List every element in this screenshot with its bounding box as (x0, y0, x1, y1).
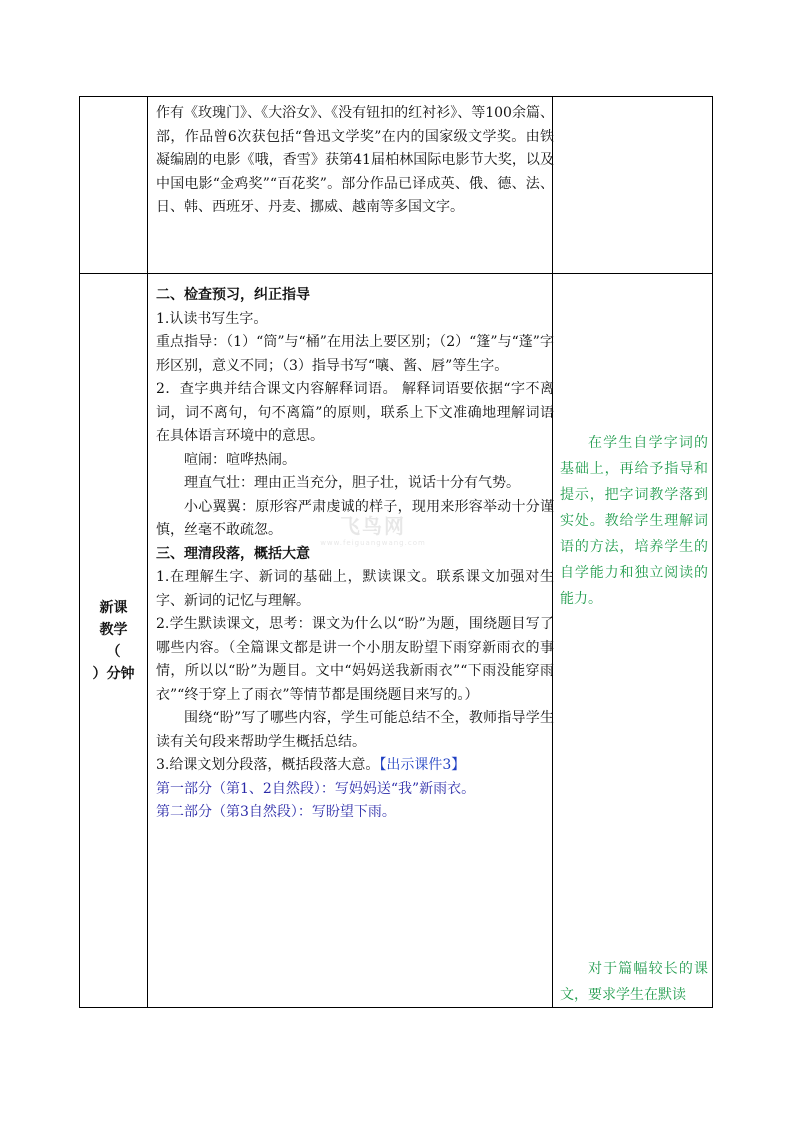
section-label-line2: 教学 (99, 622, 128, 638)
section2-item1: 1.认读书写生字。 (156, 310, 268, 327)
row-divider (80, 273, 712, 274)
main-content-cell (156, 284, 554, 825)
teaching-note-1: 在学生自学字词的基础上，再给予指导和提示，把字词教学落到实处。教给学生理解词语的方法，培养学生的自学能力和独立阅读的能力。 (560, 435, 708, 607)
section3-item3-text: 3.给课文划分段落，概括段落大意。 (156, 757, 380, 773)
section-label-line4: ）分钟 (92, 666, 135, 682)
section3-item1: 1.在理解生字、新词的基础上，默读课文。联系课文加强对生字、新词的记忆与理解。 (156, 569, 554, 609)
part2-summary: 第二部分（第3自然段）：写盼望下雨。 (156, 804, 396, 820)
note-cell-1 (560, 430, 708, 612)
section-label (80, 597, 147, 685)
word-definition-1: 喧闹：喧哗热闹。 (184, 451, 296, 468)
intro-paragraph: 作有《玫瑰门》、《大浴女》、《没有钮扣的红衬衫》、等100余篇、部，作品曾6次获包括“鲁迅文学奖”在内的国家级文学奖。由铁凝编剧的电影《哦，香雪》获第41届柏林国际电影节大奖，以及中国电影“金鸡奖”“百花奖”。部分作品已译成英、俄、德、法、日、韩、西班牙、丹麦、挪威、越南等多国文字。 (156, 105, 554, 215)
section2-heading: 二、检查预习，纠正指导 (156, 287, 310, 303)
section2-item2: 2．查字典并结合课文内容解释词语。 解释词语要依据“字不离词，词不离句，句不离篇”的原则，联系上下文准确地理解词语在具体语言环境中的意思。 (156, 381, 554, 444)
part1-summary: 第一部分（第1、2自然段）：写妈妈送“我”新雨衣。 (156, 780, 476, 797)
watermark-url: www.feiguangwang.com (320, 539, 426, 547)
lesson-table (79, 96, 713, 1008)
section3-item2: 2.学生默读课文，思考：课文为什么以“盼”为题，围绕题目写了哪些内容。（全篇课文都是讲一个小朋友盼望下雨穿新雨衣的事情，所以以“盼”为题目。文中“妈妈送我新雨衣”“下雨没能穿雨衣”“终于穿上了雨衣”等情节都是围绕题目来写的。） (156, 616, 554, 703)
section2-key-points: 重点指导：（1）“筒”与“桶”在用法上要区别；（2）“篷”与“蓬”字形区别，意义不同；（3）指导书写“嚷、酱、唇”等生字。 (156, 334, 554, 374)
section3-item3 (156, 754, 554, 778)
note-cell-2 (560, 956, 708, 1008)
column-divider-1 (147, 97, 148, 1007)
watermark-text: 飞鸟网 (340, 514, 406, 538)
section3-heading: 三、理清段落，概括大意 (156, 545, 310, 562)
section3-guide: 围绕“盼”写了哪些内容，学生可能总结不全，教师指导学生读有关句段来帮助学生概括总结。 (156, 710, 554, 750)
word-definition-3: 小心翼翼：原形容严肃虔诚的样子，现用来形容举动十分谨慎，丝毫不敢疏忽。 (156, 498, 554, 538)
section-label-line3: （ (106, 644, 121, 660)
teaching-note-2: 对于篇幅较长的课文，要求学生在默读 (560, 961, 708, 1003)
word-definition-2: 理直气壮：理由正当充分，胆子壮，说话十分有气势。 (184, 475, 520, 491)
courseware-tag: 【出示课件3】 (379, 757, 466, 773)
section-label-line1: 新课 (99, 600, 128, 616)
intro-cell (156, 102, 554, 220)
